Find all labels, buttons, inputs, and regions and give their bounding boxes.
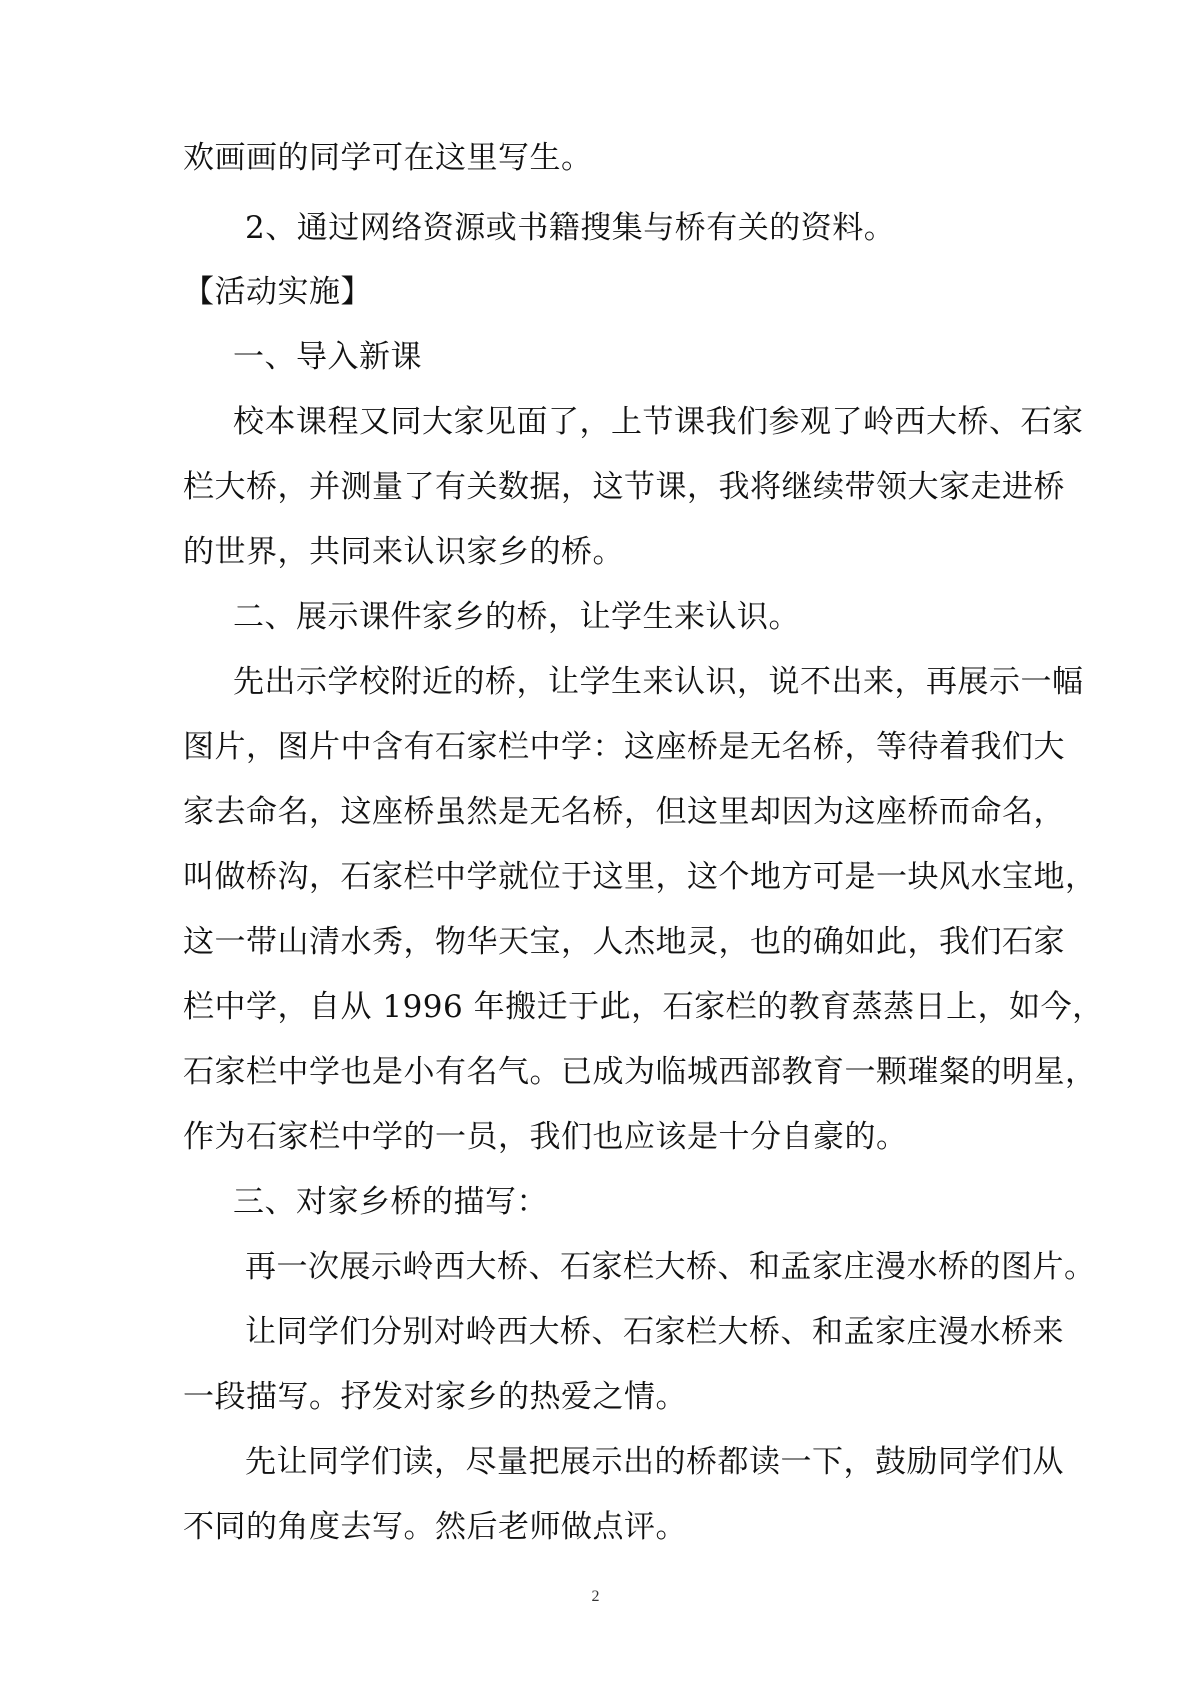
text-line: 2、通过网络资源或书籍搜集与桥有关的资料。 bbox=[245, 210, 896, 246]
text-line: 不同的角度去写。然后老师做点评。 bbox=[183, 1509, 687, 1545]
text-line: 欢画画的同学可在这里写生。 bbox=[183, 140, 593, 176]
text-line: 三、对家乡桥的描写： bbox=[233, 1184, 548, 1220]
section-heading: 【活动实施】 bbox=[183, 274, 372, 310]
text-line: 栏中学，自从 1996 年搬迁于此，石家栏的教育蒸蒸日上，如今， bbox=[183, 989, 1104, 1025]
text-line: 二、展示课件家乡的桥，让学生来认识。 bbox=[233, 599, 800, 635]
page-number: 2 bbox=[591, 1588, 600, 1605]
text-line: 校本课程又同大家见面了，上节课我们参观了岭西大桥、石家 bbox=[233, 404, 1084, 440]
text-line: 一、导入新课 bbox=[233, 339, 422, 375]
text-line: 再一次展示岭西大桥、石家栏大桥、和孟家庄漫水桥的图片。 bbox=[245, 1249, 1096, 1285]
text-line: 让同学们分别对岭西大桥、石家栏大桥、和孟家庄漫水桥来 bbox=[245, 1314, 1064, 1350]
text-line: 作为石家栏中学的一员，我们也应该是十分自豪的。 bbox=[183, 1119, 908, 1155]
text-line: 先出示学校附近的桥，让学生来认识，说不出来，再展示一幅 bbox=[233, 664, 1084, 700]
text-line: 叫做桥沟，石家栏中学就位于这里，这个地方可是一块风水宝地， bbox=[183, 859, 1097, 895]
text-line: 栏大桥，并测量了有关数据，这节课，我将继续带领大家走进桥 bbox=[183, 469, 1065, 505]
text-line: 一段描写。抒发对家乡的热爱之情。 bbox=[183, 1379, 687, 1415]
text-line: 的世界，共同来认识家乡的桥。 bbox=[183, 534, 624, 570]
text-line: 家去命名，这座桥虽然是无名桥，但这里却因为这座桥而命名， bbox=[183, 794, 1065, 830]
text-line: 这一带山清水秀，物华天宝，人杰地灵，也的确如此，我们石家 bbox=[183, 924, 1065, 960]
text-line: 石家栏中学也是小有名气。已成为临城西部教育一颗璀粲的明星， bbox=[183, 1054, 1097, 1090]
text-line: 图片，图片中含有石家栏中学：这座桥是无名桥，等待着我们大 bbox=[183, 729, 1065, 765]
text-line: 先让同学们读，尽量把展示出的桥都读一下，鼓励同学们从 bbox=[245, 1444, 1064, 1480]
